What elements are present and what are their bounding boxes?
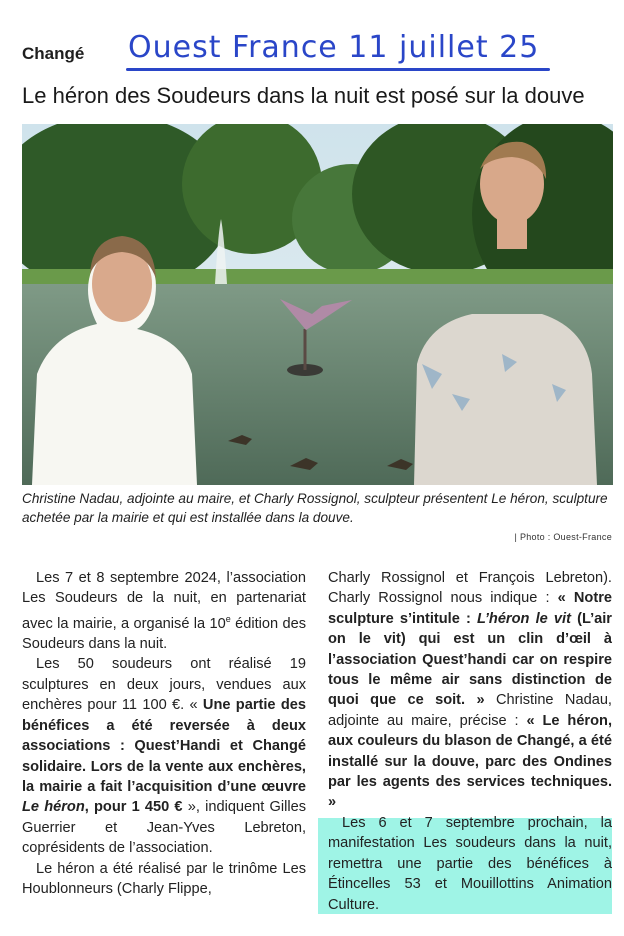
article-headline: Le héron des Soudeurs dans la nuit est posé sur la douve bbox=[22, 83, 585, 108]
photo-credit: | Photo : Ouest-France bbox=[514, 532, 612, 542]
handwritten-annotation: Ouest France 11 juillet 25 bbox=[128, 30, 540, 65]
paragraph: Charly Rossignol et François Lebreton). Charly Rossignol nous indique : « Notre sculpture s’intitule : L’héron le vit (L’air on le vit) qui est un clin d’œil à l’association Quest’handi car on respire tous le même air sans distinction de quoi que ce soit. » Christine Nadau, adjointe au maire, précise : « Le héron, aux couleurs du blason de Changé, a été installé sur la douve, parc des Ondines par les agents des services techniques. » bbox=[328, 570, 613, 811]
paragraph: Le héron a été réalisé par le trinôme Les Houblonneurs (Charly Flippe, bbox=[22, 860, 306, 897]
handwritten-underline bbox=[126, 68, 550, 71]
photo-illustration bbox=[22, 124, 613, 485]
article-column-right bbox=[328, 568, 612, 915]
section-kicker: Changé bbox=[22, 44, 85, 63]
paragraph: Les 50 soudeurs ont réalisé 19 sculptures en deux jours, vendues aux enchères pour 11 100 €. « Une partie des bénéfices a été reversée à deux associations : Quest’Handi et Changé solidaire. Lors de la vente aux enchères, la mairie a fait l’acquisition d’une œuvre Le héron, pour 1 450 € », indiquent Gilles Guerrier et Jean-Yves Lebreton, coprésidents de l’association. bbox=[22, 656, 307, 857]
highlighted-paragraph: Les 6 et 7 septembre prochain, la manifestation Les soudeurs dans la nuit, remettra une partie des bénéfices à Étincelles 53 et Mouillottins Animation Culture. bbox=[328, 814, 612, 913]
photo-caption: Christine Nadau, adjointe au maire, et Charly Rossignol, sculpteur présentent Le héron, sculpture achetée par la mairie et qui est installée dans la douve. bbox=[22, 491, 608, 525]
paragraph: Les 7 et 8 septembre 2024, l’association Les Soudeurs de la nuit, en partenariat avec la mairie, a organisé la 10e édition des Soudeurs dans la nuit. bbox=[22, 570, 306, 653]
article-column-left bbox=[22, 568, 306, 899]
article-photo bbox=[22, 124, 613, 485]
